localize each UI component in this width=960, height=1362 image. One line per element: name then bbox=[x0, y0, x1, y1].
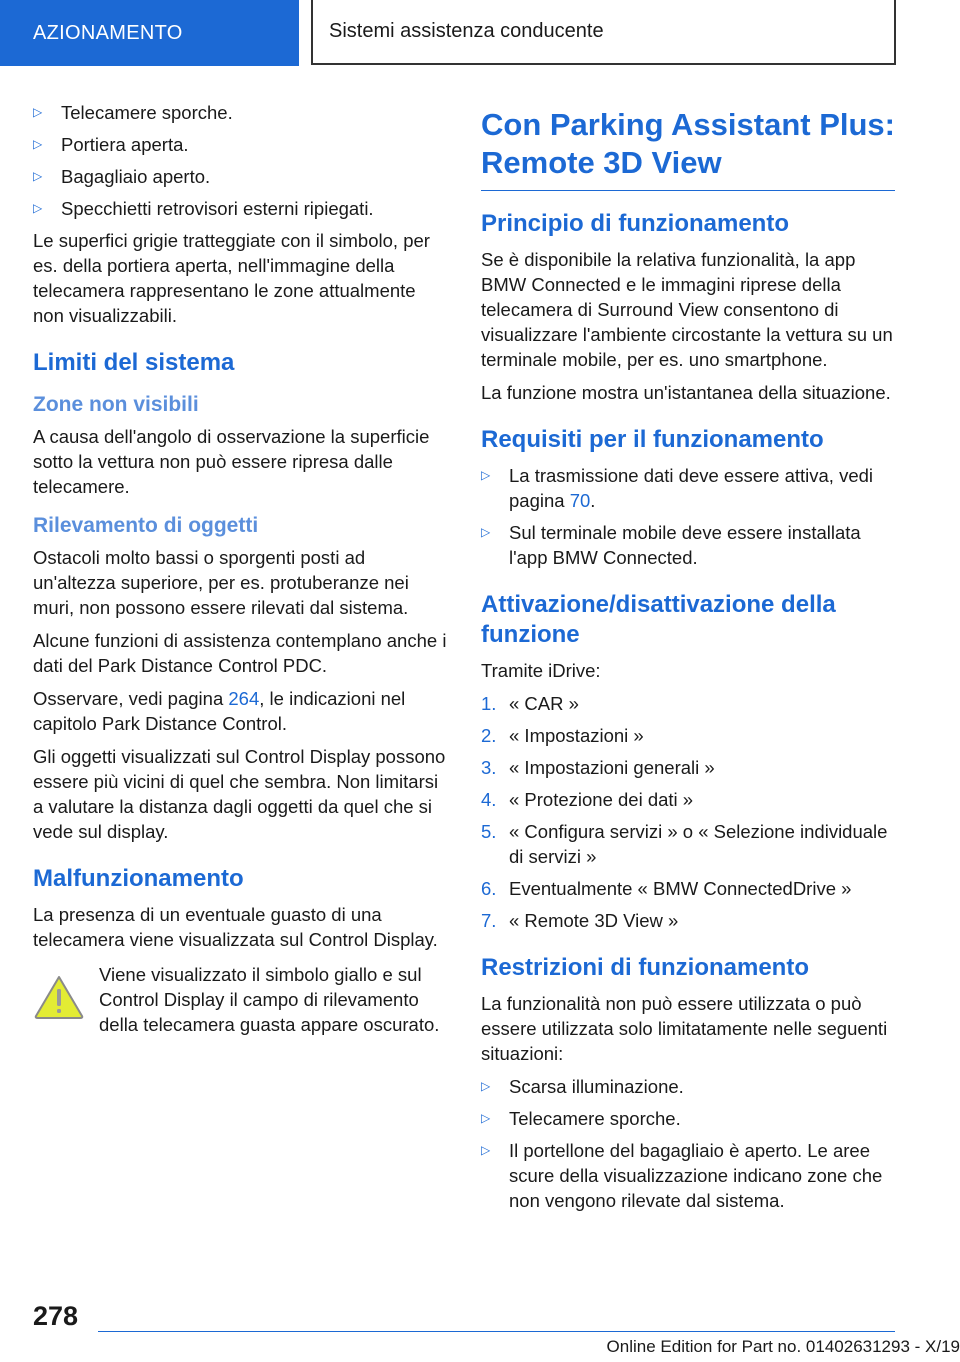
warning-triangle-icon bbox=[33, 974, 85, 1020]
triangle-bullet-icon: ▷ bbox=[481, 525, 491, 539]
section-title: Con Parking Assistant Plus: Remote 3D View bbox=[481, 106, 895, 191]
step-item: 1. « CAR » bbox=[481, 693, 579, 714]
warning-text: Viene visualizzato il simbolo giallo e sul Control Display il campo di rilevamento della telecamera guasta appare oscurato. bbox=[99, 964, 440, 1035]
paragraph: La funzione mostra un'istantanea della situazione. bbox=[481, 382, 891, 403]
paragraph: Le superfici grigie tratteggiate con il simbolo, per es. della portiera aperta, nell'immagine della telecamera rappresentano le zone attualmente non visualizzabili. bbox=[33, 230, 430, 326]
restrictions-list bbox=[481, 1074, 895, 1213]
steps-list bbox=[481, 691, 895, 933]
heading-zone-non-visibili: Zone non visibili bbox=[33, 393, 199, 416]
triangle-bullet-icon: ▷ bbox=[481, 1143, 491, 1157]
step-item: 4. « Protezione dei dati » bbox=[481, 789, 694, 810]
page-link-70[interactable]: 70 bbox=[569, 490, 591, 511]
heading-requisiti: Requisiti per il funzionamento bbox=[481, 426, 824, 453]
footer-divider bbox=[98, 1331, 895, 1332]
step-item: 7. « Remote 3D View » bbox=[481, 910, 679, 931]
paragraph: Alcune funzioni di assistenza contemplano anche i dati del Park Distance Control PDC. bbox=[33, 630, 447, 676]
heading-restrizioni: Restrizioni di funzionamento bbox=[481, 954, 809, 981]
triangle-bullet-icon: ▷ bbox=[33, 169, 43, 183]
paragraph: Osservare, vedi pagina 264, le indicazioni nel capitolo Park Distance Control. bbox=[33, 688, 406, 734]
list-item: ▷ Il portellone del bagagliaio è aperto. Le aree scure della visualizzazione indicano zone che non vengono rilevate dal sistema. bbox=[481, 1140, 883, 1211]
list-item: ▷ Sul terminale mobile deve essere installata l'app BMW Connected. bbox=[481, 522, 861, 568]
list-item: ▷ Specchietti retrovisori esterni ripiegati. bbox=[33, 198, 374, 219]
step-item: 5. « Configura servizi » o « Selezione individuale di servizi » bbox=[481, 821, 888, 867]
paragraph: La funzionalità non può essere utilizzata o può essere utilizzata solo limitatamente nelle seguenti situazioni: bbox=[481, 993, 888, 1064]
list-item: ▷ Telecamere sporche. bbox=[481, 1108, 681, 1129]
left-column bbox=[33, 100, 448, 1045]
camera-issue-list bbox=[33, 100, 448, 221]
paragraph: A causa dell'angolo di osservazione la superficie sotto la vettura non può essere ripresa dalle telecamere. bbox=[33, 426, 430, 497]
section-tab[interactable]: AZIONAMENTO bbox=[0, 0, 299, 66]
step-item: 6. Eventualmente « BMW ConnectedDrive » bbox=[481, 878, 852, 899]
heading-attivazione: Attivazione/disattivazione della funzione bbox=[481, 591, 836, 648]
heading-malfunzionamento: Malfunzionamento bbox=[33, 865, 244, 892]
triangle-bullet-icon: ▷ bbox=[481, 468, 491, 482]
triangle-bullet-icon: ▷ bbox=[481, 1079, 491, 1093]
chapter-title: Sistemi assistenza conducente bbox=[311, 0, 896, 65]
triangle-bullet-icon: ▷ bbox=[33, 201, 43, 215]
step-item: 3. « Impostazioni generali » bbox=[481, 757, 715, 778]
paragraph: Ostacoli molto bassi o sporgenti posti ad un'altezza superiore, per es. protuberanze nei muri, non possono essere rilevati dal sistema. bbox=[33, 547, 409, 618]
paragraph: Tramite iDrive: bbox=[481, 660, 601, 681]
paragraph: Gli oggetti visualizzati sul Control Display possono essere più vicini di quel che sembra. Non limitarsi a valutare la distanza dagli oggetti da quel che si vede sul display. bbox=[33, 746, 446, 842]
heading-principio: Principio di funzionamento bbox=[481, 210, 789, 237]
list-item: ▷ Telecamere sporche. bbox=[33, 102, 233, 123]
paragraph: Se è disponibile la relativa funzionalità, la app BMW Connected e le immagini riprese della telecamera di Surround View consentono di visualizzare l'ambiente circostante la vettura su un terminale mobile, per es. uno smartphone. bbox=[481, 249, 893, 370]
page-header bbox=[0, 0, 960, 66]
list-item: ▷ Portiera aperta. bbox=[33, 134, 189, 155]
warning-note bbox=[33, 962, 448, 1037]
right-column bbox=[481, 100, 895, 1220]
triangle-bullet-icon: ▷ bbox=[33, 105, 43, 119]
page-number: 278 bbox=[33, 1301, 79, 1331]
requirements-list bbox=[481, 463, 895, 570]
page-link-264[interactable]: 264 bbox=[228, 688, 260, 709]
step-item: 2. « Impostazioni » bbox=[481, 725, 644, 746]
heading-limiti: Limiti del sistema bbox=[33, 349, 235, 376]
heading-rilevamento: Rilevamento di oggetti bbox=[33, 514, 259, 537]
list-item: ▷ Scarsa illuminazione. bbox=[481, 1076, 684, 1097]
list-item: ▷ Bagagliaio aperto. bbox=[33, 166, 211, 187]
triangle-bullet-icon: ▷ bbox=[33, 137, 43, 151]
paragraph: La presenza di un eventuale guasto di una telecamera viene visualizzata sul Control Display. bbox=[33, 904, 438, 950]
triangle-bullet-icon: ▷ bbox=[481, 1111, 491, 1125]
footer-edition: Online Edition for Part no. 01402631293 - X/19 bbox=[606, 1337, 960, 1356]
list-item: ▷ La trasmissione dati deve essere attiva, vedi pagina 70. bbox=[481, 465, 874, 511]
